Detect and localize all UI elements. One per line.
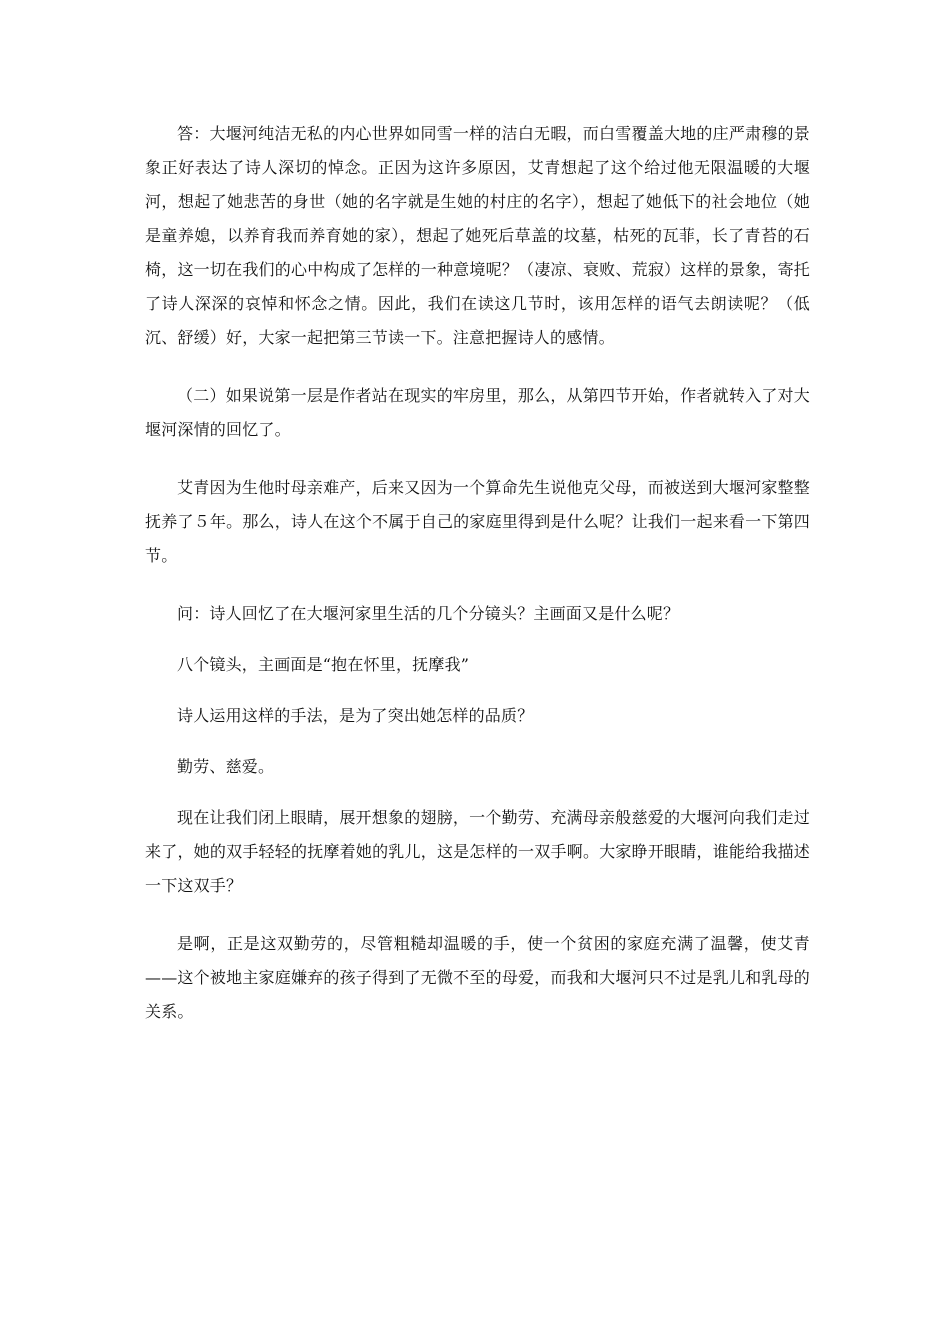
- conclusion-paragraph: 是啊，正是这双勤劳的，尽管粗糙却温暖的手，使一个贫困的家庭充满了温馨，使艾青——这个被地主家庭嫌弃的孩子得到了无微不至的母爱，而我和大堰河只不过是乳儿和乳母的关系。: [145, 934, 810, 1021]
- imagination-paragraph: 现在让我们闭上眼睛，展开想象的翅膀，一个勤劳、充满母亲般慈爱的大堰河向我们走过来了，她的双手轻轻的抚摩着她的乳儿，这是怎样的一双手啊。大家睁开眼睛，谁能给我描述一下这双手？: [145, 808, 810, 895]
- document-page: [145, 117, 810, 1029]
- question-paragraph: 问：诗人回忆了在大堰河家里生活的几个分镜头？主画面又是什么呢？: [177, 604, 680, 623]
- answer-paragraph: 答：大堰河纯洁无私的内心世界如同雪一样的洁白无暇，而白雪覆盖大地的庄严肃穆的景象正好表达了诗人深切的悼念。正因为这许多原因，艾青想起了这个给过他无限温暖的大堰河，想起了她悲苦的身世（她的名字就是生她的村庄的名字），想起了她低下的社会地位（她是童养媳，以养育我而养育她的家），想起了她死后草盖的坟墓，枯死的瓦菲，长了青苔的石椅，这一切在我们的心中构成了怎样的一种意境呢？（凄凉、衰败、荒寂）这样的景象，寄托了诗人深深的哀悼和怀念之情。因此，我们在读这几节时，该用怎样的语气去朗读呢？（低沉、舒缓）好，大家一起把第三节读一下。注意把握诗人的感情。: [145, 124, 810, 347]
- answer-shots-paragraph: 八个镜头，主画面是“抱在怀里，抚摩我”: [177, 655, 470, 674]
- quality-question-paragraph: 诗人运用这样的手法，是为了突出她怎样的品质？: [177, 706, 534, 725]
- section-two-paragraph: （二）如果说第一层是作者站在现实的牢房里，那么，从第四节开始，作者就转入了对大堰河深情的回忆了。: [145, 386, 810, 439]
- background-paragraph: 艾青因为生他时母亲难产，后来又因为一个算命先生说他克父母，而被送到大堰河家整整抚养了５年。那么，诗人在这个不属于自己的家庭里得到是什么呢？让我们一起来看一下第四节。: [145, 478, 810, 565]
- quality-answer-paragraph: 勤劳、慈爱。: [177, 757, 275, 776]
